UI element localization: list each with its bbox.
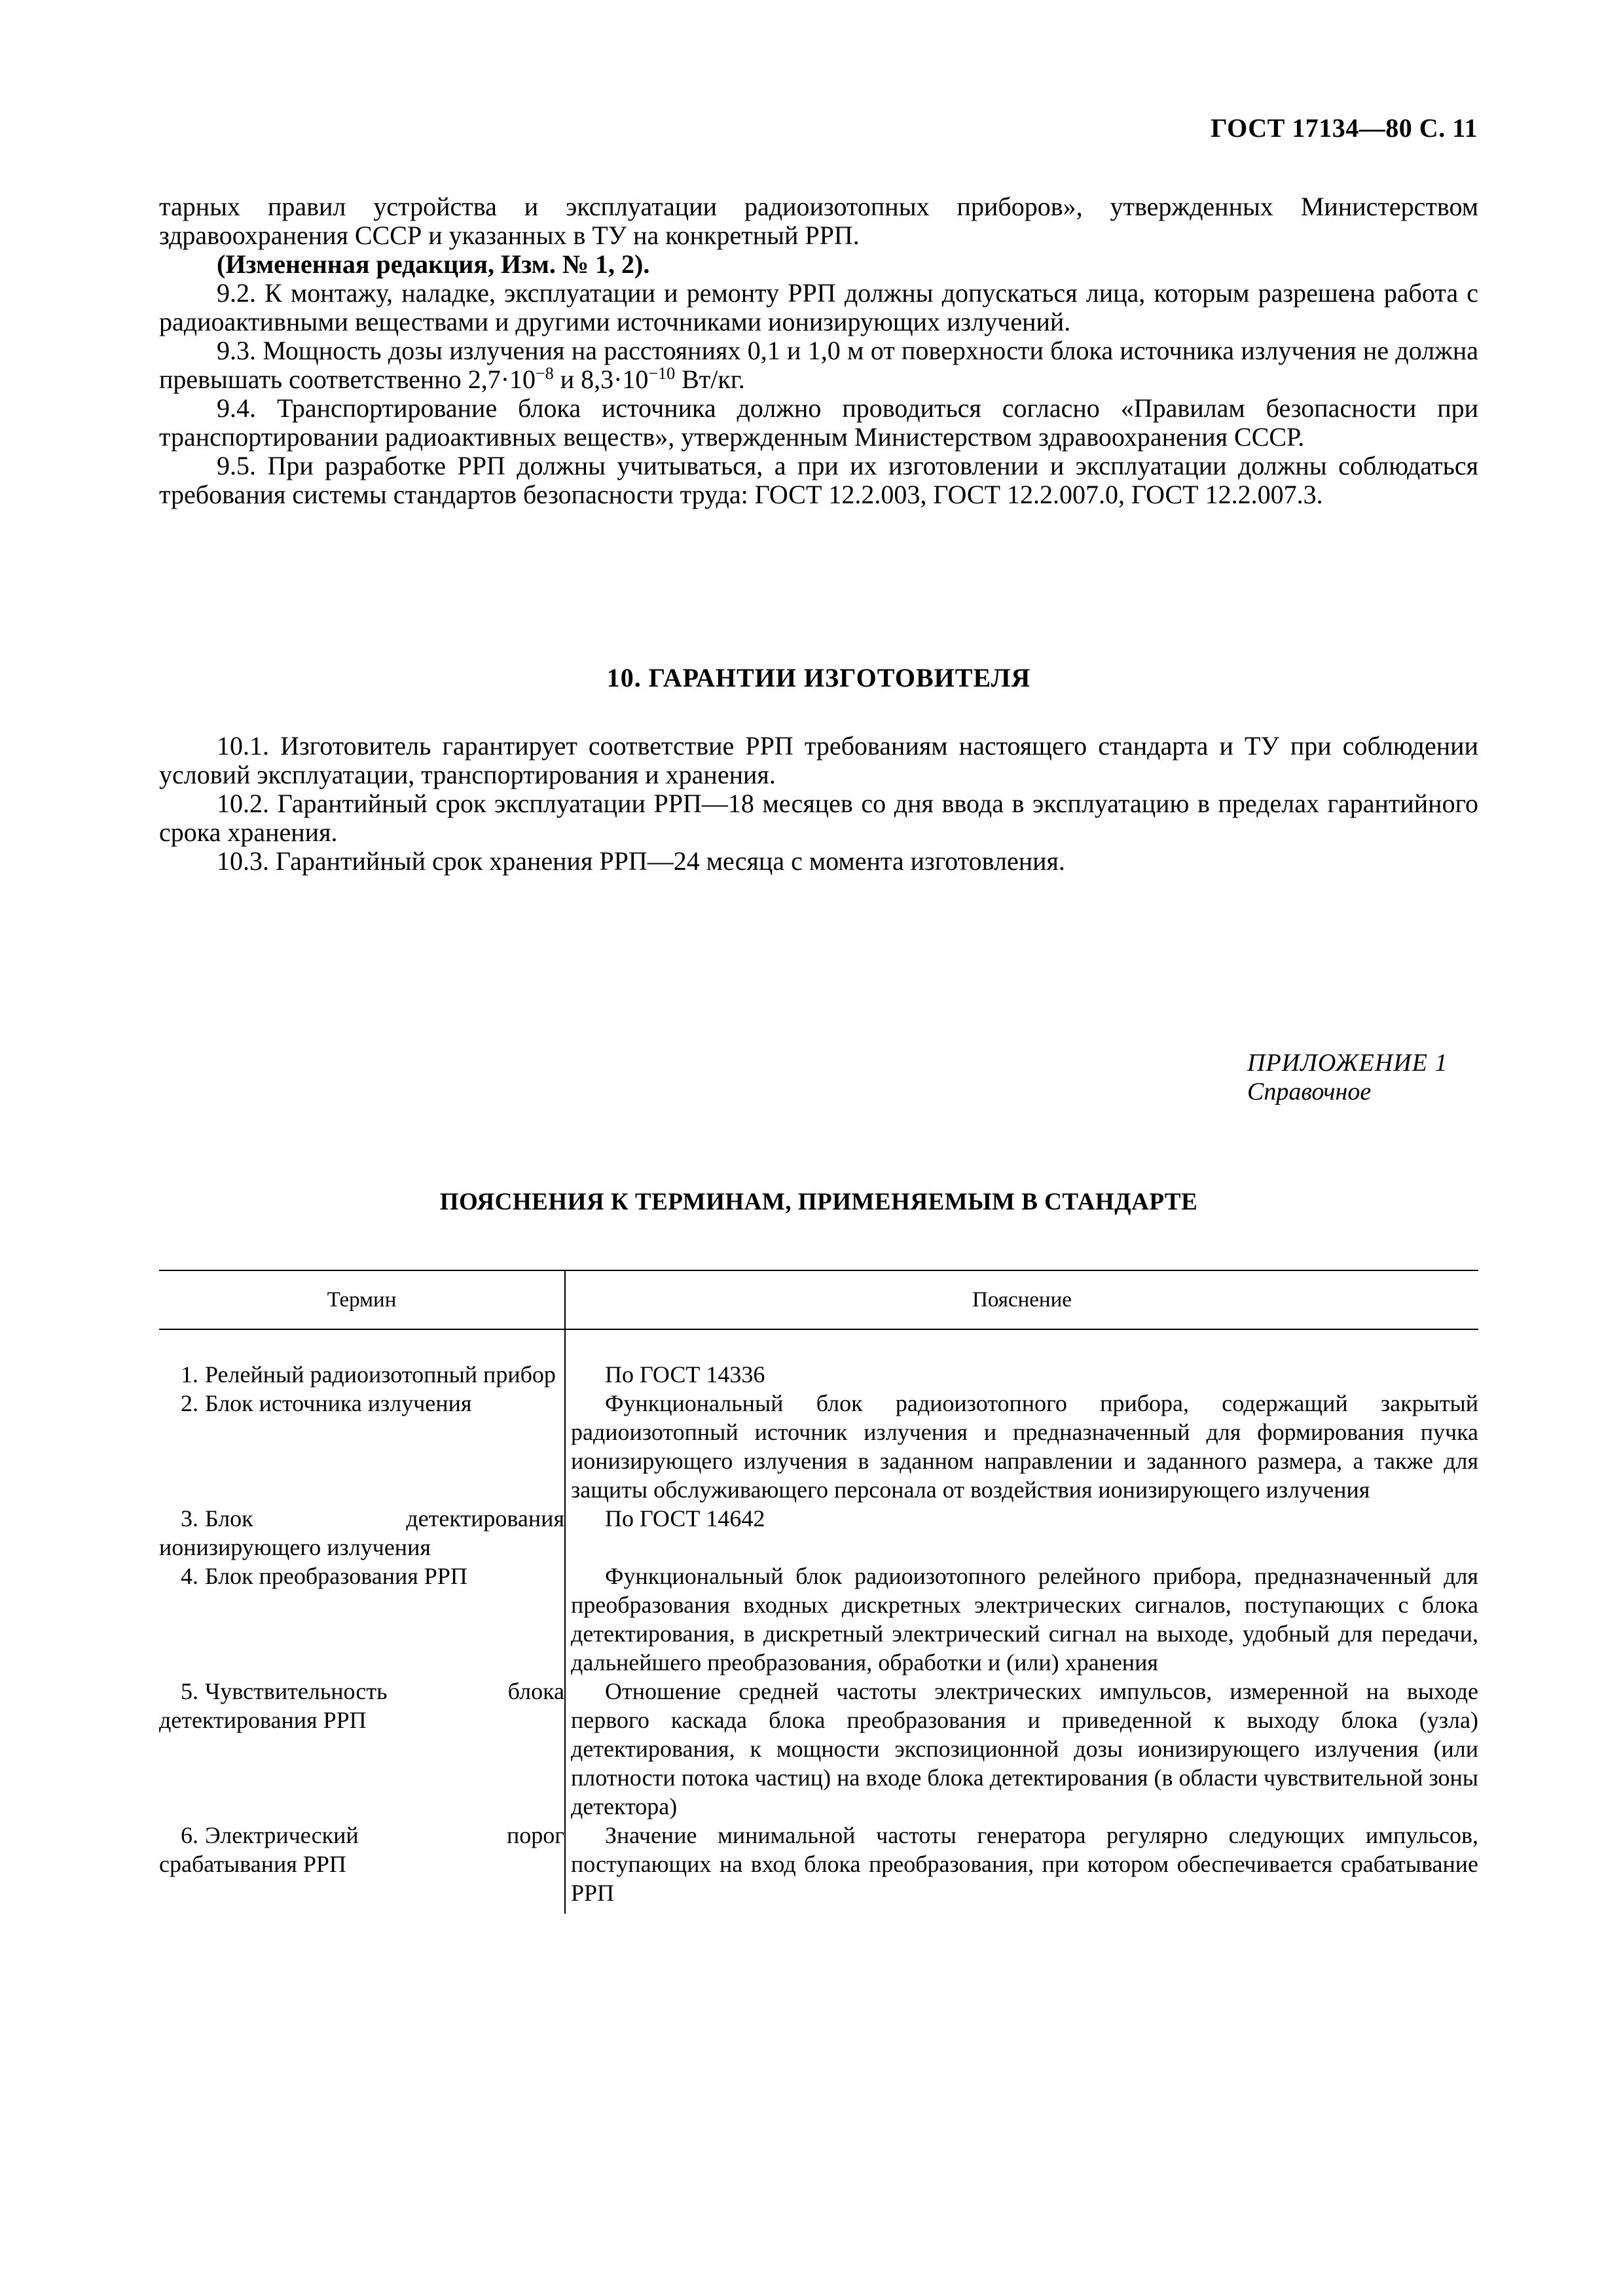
- exponent: −10: [648, 364, 676, 383]
- explanation-cell: Функциональный блок радиоизотопного прибора, содержащий закрытый радиоизотопный источник излучения и предназначенный для формирования пучка ионизирующего излучения в заданном направлении и заданного размера, а также для защиты обслуживающего персонала от воздействия ионизирующего излучения: [565, 1389, 1478, 1504]
- term-cell: 4. Блок преобразования РРП: [181, 1563, 467, 1589]
- page-header: ГОСТ 17134—80 С. 11: [1211, 113, 1478, 143]
- explanation-cell: По ГОСТ 14336: [565, 1329, 1478, 1389]
- section-9-continuation: [159, 192, 1478, 509]
- paragraph: тарных правил устройства и эксплуатации радиоизотопных приборов», утвержденных Министерством здравоохранения СССР и указанных в ТУ на конкретный РРП.: [159, 192, 1478, 250]
- table-row: [159, 1562, 1478, 1677]
- paragraph-10-3: 10.3. Гарантийный срок хранения РРП—24 месяца с момента изготовления.: [217, 846, 1065, 876]
- table-row: [159, 1329, 1478, 1389]
- term-cell: 2. Блок источника излучения: [181, 1390, 472, 1416]
- table-row: [159, 1821, 1478, 1914]
- term-cell: 3. Блок детектирования ионизирующего излучения: [159, 1505, 564, 1560]
- appendix-title: ПОЯСНЕНИЯ К ТЕРМИНАМ, ПРИМЕНЯЕМЫМ В СТАНДАРТЕ: [439, 1189, 1198, 1215]
- explanation-cell: Функциональный блок радиоизотопного релейного прибора, предназначенный для преобразования входных дискретных электрических сигналов, поступающих с блока детектирования, в дискретный электрический сигнал на выходе, удобный для передачи, дальнейшего преобразования, обработки и (или) хранения: [565, 1562, 1478, 1677]
- section-10-title: 10. ГАРАНТИИ ИЗГОТОВИТЕЛЯ: [606, 663, 1031, 692]
- explanation-cell: Отношение средней частоты электрических импульсов, измеренной на выходе первого каскада блока преобразования и приведенной к выходу блока (узла) детектирования, к мощности экспозиционной дозы ионизирующего излучения (или плотности потока частиц) на входе блока детектирования (в области чувствительной зоны детектора): [565, 1677, 1478, 1821]
- paragraph-9-2: 9.2. К монтажу, наладке, эксплуатации и ремонту РРП должны допускаться лица, которым разрешена работа с радиоактивными веществами и другими источниками ионизирующих излучений.: [159, 278, 1478, 336]
- section-10-body: [159, 732, 1478, 876]
- appendix-label: ПРИЛОЖЕНИЕ 1: [1247, 1049, 1448, 1077]
- paragraph-9-5: 9.5. При разработке РРП должны учитываться, а при их изготовлении и эксплуатации должны соблюдаться требования системы стандартов безопасности труда: ГОСТ 12.2.003, ГОСТ 12.2.007.0, ГОСТ 12.2.007.3.: [159, 451, 1478, 509]
- exponent: −8: [536, 364, 554, 383]
- terms-table: [159, 1270, 1478, 1914]
- explanation-cell: По ГОСТ 14642: [565, 1504, 1478, 1562]
- explanation-cell: Значение минимальной частоты генератора регулярно следующих импульсов, поступающих на вход блока преобразования, при котором обеспечивается срабатывание РРП: [565, 1821, 1478, 1914]
- column-header-term: Термин: [159, 1270, 565, 1329]
- paragraph-9-3: 9.3. Мощность дозы излучения на расстояниях 0,1 и 1,0 м от поверхности блока источника излучения не должна превышать соответственно $2,7\cdot 10^{-8}$ и $8,3\cdot 10^{-10}$ Вт/кг.: [159, 336, 1478, 394]
- term-cell: 6. Электрический порог срабатывания РРП: [159, 1822, 564, 1877]
- term-cell: 5. Чувствительность блока детектирования РРП: [159, 1678, 564, 1733]
- appendix-label-block: [1247, 1049, 1448, 1106]
- paragraph-10-1: 10.1. Изготовитель гарантирует соответствие РРП требованиям настоящего стандарта и ТУ при соблюдении условий эксплуатации, транспортирования и хранения.: [159, 731, 1478, 789]
- term-cell: 1. Релейный радиоизотопный прибор: [181, 1361, 556, 1388]
- appendix-type: Справочное: [1247, 1078, 1372, 1105]
- table-header-row: [159, 1270, 1478, 1329]
- table-row: [159, 1677, 1478, 1821]
- paragraph-10-2: 10.2. Гарантийный срок эксплуатации РРП—18 месяцев со дня ввода в эксплуатацию в пределах гарантийного срока хранения.: [159, 789, 1478, 847]
- paragraph-9-4: 9.4. Транспортирование блока источника должно проводиться согласно «Правилам безопасности при транспортировании радиоактивных веществ», утвержденным Министерством здравоохранения СССР.: [159, 393, 1478, 452]
- table-row: [159, 1504, 1478, 1562]
- column-header-explanation: Пояснение: [565, 1270, 1478, 1329]
- amendment-note: (Измененная редакция, Изм. № 1, 2).: [217, 249, 650, 279]
- table-row: [159, 1389, 1478, 1504]
